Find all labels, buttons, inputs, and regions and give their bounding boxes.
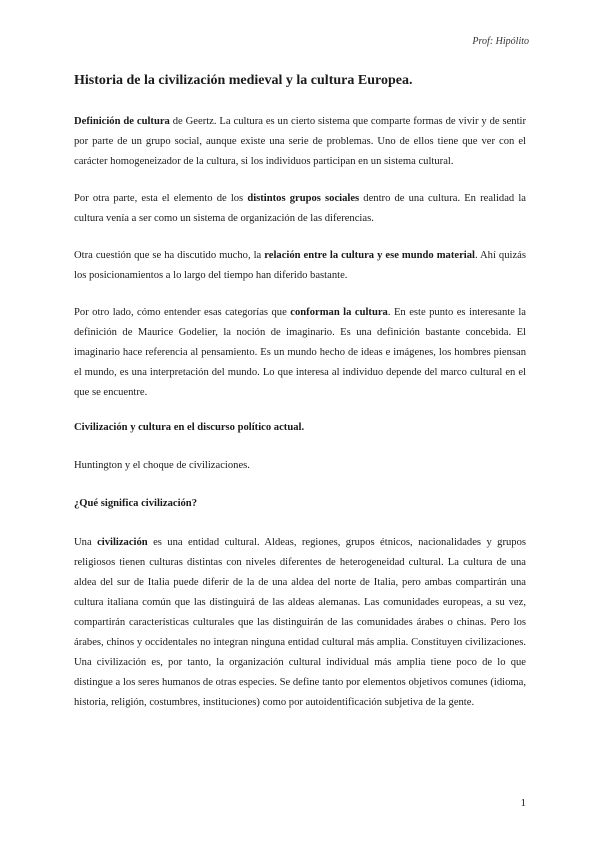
paragraph-huntington: Huntington y el choque de civilizaciones.	[74, 460, 250, 471]
paragraph-material-world	[74, 246, 526, 286]
paragraph-culture-definition	[74, 112, 526, 172]
section-heading-civilization-meaning: ¿Qué significa civilización?	[74, 498, 197, 509]
paragraph-text: Por otro lado, cómo entender esas categorías que	[74, 307, 291, 318]
paragraph-text: . Ahí quizás los posicionamientos a lo largo del tiempo han diferido bastante.	[74, 250, 526, 281]
paragraph-text: Otra cuestión que se ha discutido mucho, la	[74, 250, 265, 261]
paragraph-social-groups	[74, 189, 526, 229]
paragraph-text: dentro de una cultura. En realidad la cultura venía a ser como un sistema de organización de las diferencias.	[74, 193, 526, 224]
bold-term: Definición de cultura	[74, 116, 170, 127]
page-number: 1	[520, 797, 526, 809]
document-title: Historia de la civilización medieval y la cultura Europea.	[74, 73, 413, 88]
paragraph-text: Por otra parte, esta el elemento de los	[74, 193, 248, 204]
bold-term: relación entre la cultura y ese mundo material	[264, 250, 475, 261]
paragraph-text: de Geertz. La cultura es un cierto sistema que comparte formas de vivir y de sentir por parte de un grupo social, aunque existe una serie de problemas. Uno de ellos tiene que ver con el carácter homogeneizador de la cultura, si los individuos participan en un sistema cultural.	[74, 116, 527, 167]
paragraph-text: Una	[74, 537, 98, 548]
bold-term: conforman la cultura	[290, 307, 388, 318]
paragraph-text: es una entidad cultural. Aldeas, regiones, grupos étnicos, nacionalidades y grupos religiosos tienen culturas distintas con niveles diferentes de heterogeneidad cultural. La cultura de una aldea del sur de Italia puede diferir de la de una aldea del norte de Italia, pero ambas compartirán una cultura italiana común que las distinguirá de las aldeas alemanas. Las comunidades europeas, a su vez, compartirán características culturales que las distinguirán de las comunidades árabes o chinas. Pero los árabes, chinos y occidentales no integran ninguna entidad cultural más amplia. Constituyen civilizaciones. Una civilización es, por tanto, la organización cultural individual más amplia tiene poco de lo que distingue a los seres humanos de otras especies. Se define tanto por elementos objetivos comunes (idioma, historia, religión, costumbres, instituciones) como por autoidentificación subjetiva de la gente.	[74, 537, 526, 708]
paragraph-text: . En este punto es interesante la definición de Maurice Godelier, la noción de imaginario. Es una definición bastante concebida. El imaginario hace referencia al pensamiento. Es un mundo hecho de ideas e imágenes, los hombres piensan el mundo, es una interpretación del mundo. Lo que interesa al individuo depende del marco cultural en el que se encuentre.	[74, 307, 526, 398]
paragraph-imaginary	[74, 303, 526, 403]
bold-term: civilización	[97, 537, 148, 548]
bold-term: distintos grupos sociales	[247, 193, 360, 204]
paragraph-civilization-definition	[74, 533, 526, 713]
section-heading-political-discourse: Civilización y cultura en el discurso político actual.	[74, 422, 305, 433]
page-header-author: Prof: Hipólito	[472, 36, 529, 47]
